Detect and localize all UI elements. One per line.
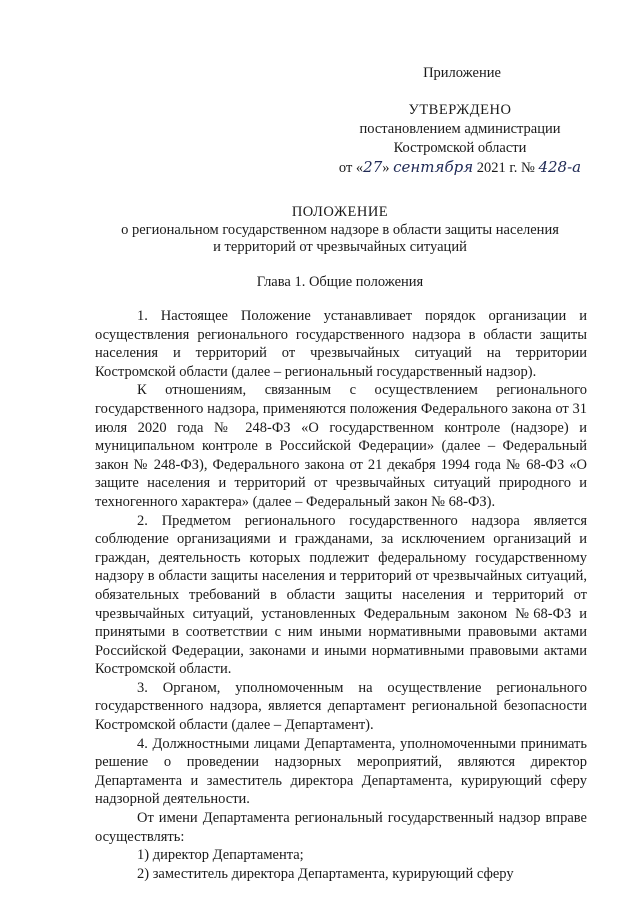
appendix-label: Приложение [423, 65, 501, 81]
title-line-1: о региональном государственном надзоре в области защиты населения [121, 221, 559, 238]
paragraph: К отношениям, связанным с осуществлением регионального государственного надзора, применяются положения Федерального закона от 31 июля 2020 года № 248-ФЗ «О государственном контроле (надзоре) и муниципальном контроле в Российской Федерации» (далее – Федеральный закон № 248-ФЗ), Федерального закона от 21 декабря 1994 года № 68-ФЗ «О защите населения и территорий от чрезвычайных ситуаций природного и техногенного характера» (далее – Федеральный закон № 68-ФЗ). [95, 382, 587, 510]
approval-date-line [330, 158, 590, 178]
approval-line-1: постановлением администрации [359, 121, 561, 137]
handwritten-day: 27 [363, 158, 383, 176]
document-title [95, 204, 585, 257]
chapter-heading: Глава 1. Общие положения [256, 274, 424, 290]
paragraph: От имени Департамента региональный государственный надзор вправе осуществлять: [95, 810, 587, 845]
list-item: 2) заместитель директора Департамента, курирующий сферу [137, 865, 514, 882]
approval-line-2: Костромской области [393, 140, 527, 156]
paragraph: 4. Должностными лицами Департамента, уполномоченными принимать решение о проведении надзорных мероприятий, являются директор Департамента и заместитель директора Департамента, курирующий сферу надзорной деятельности. [95, 735, 587, 808]
paragraph: 2. Предметом регионального государственного надзора является соблюдение организациями и гражданами, за исключением организаций и граждан, деятельность которых подлежит федеральному государственному надзору в области защиты населения и территорий от чрезвычайных ситуаций, обязательных требований в области защиты населения и территорий от чрезвычайных ситуаций, установленных Федеральным законом №68-ФЗ и принятыми в соответствии с ним иными нормативными правовыми актами Российской Федерации, законами и иными нормативными правовыми актами Костромской области. [95, 512, 587, 678]
document-body [95, 307, 587, 883]
approved-label: УТВЕРЖДЕНО [408, 102, 512, 118]
paragraph: 3. Органом, уполномоченным на осуществление регионального государственного надзора, является департамент региональной безопасности Костромской области (далее – Департамент). [95, 679, 587, 734]
date-prefix: от « [338, 160, 364, 176]
date-mid: » [382, 160, 394, 176]
approval-stamp [330, 64, 590, 178]
handwritten-number: 428-а [538, 158, 582, 176]
paragraph: 1. Настоящее Положение устанавливает порядок организации и осуществления регионального государственного надзора в области защиты населения и территорий от чрезвычайных ситуаций на территории Костромской области (далее – региональный государственный надзор). [95, 308, 587, 380]
title-line-2: и территорий от чрезвычайных ситуаций [213, 239, 467, 255]
title-heading: ПОЛОЖЕНИЕ [291, 204, 389, 220]
list-item: 1) директор Департамента; [137, 847, 304, 864]
handwritten-month: сентября [393, 158, 474, 176]
date-year: 2021 г. № [473, 160, 539, 176]
